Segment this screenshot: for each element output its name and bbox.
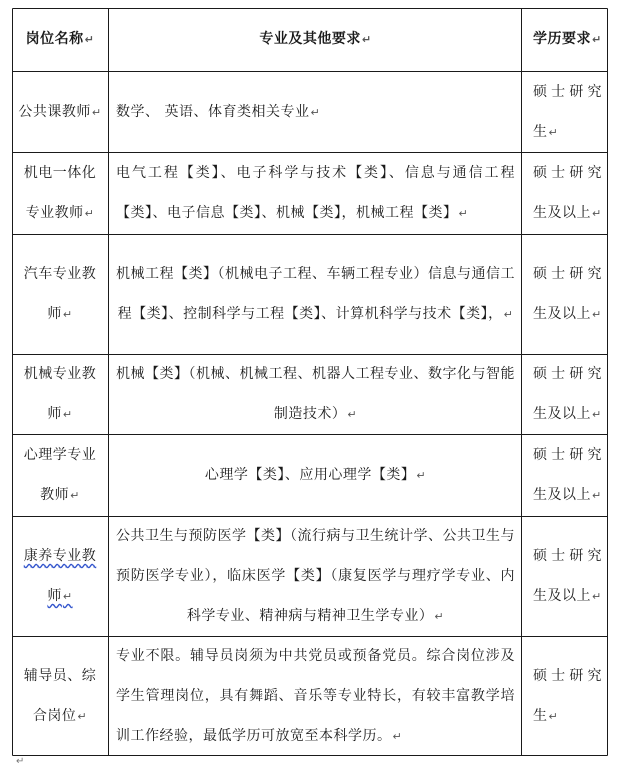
row-4-education: 硕士研究生及以上↵ [533,366,602,422]
row-4-requirements: 机械【类】（机械、机械工程、机器人工程专业、数字化与智能制造技术）↵ [116,366,515,422]
row-5-education: 硕士研究生及以上↵ [533,447,602,503]
row-3-education: 硕士研究生及以上↵ [533,266,602,322]
row-6-requirements: 公共卫生与预防医学【类】（流行病与卫生统计学、公共卫生与预防医学专业），临床医学【类】（康复医学与理疗学专业、内科学专业、精神病与精神卫生学专业）↵ [116,528,515,624]
row-1-position: 公共课教师↵ [18,103,102,120]
row-7-position: 辅导员、综合岗位↵ [23,667,97,724]
row-3-position: 汽车专业教师↵ [23,266,97,322]
row-3-requirements: 机械工程【类】（机械电子工程、车辆工程专业）信息与通信工程【类】、控制科学与工程【类】、计算机科学与技术【类】，↵ [116,266,515,322]
row-7-education: 硕士研究生↵ [533,667,602,724]
header-position: 岗位名称↵ [25,31,95,47]
requirements-table [12,8,608,756]
row-4-position: 机械专业教师↵ [23,366,97,422]
header-education: 学历要求↵ [533,31,602,47]
row-5-requirements: 心理学【类】、应用心理学【类】↵ [204,467,427,483]
header-requirements: 专业及其他要求↵ [259,31,372,47]
row-5-position: 心理学专业教师↵ [23,447,97,503]
row-2-requirements: 电气工程【类】、电子科学与技术【类】、信息与通信工程【类】、电子信息【类】、机械【类】，机械工程【类】↵ [116,165,515,221]
row-7-requirements: 专业不限。辅导员岗须为中共党员或预备党员。综合岗位涉及学生管理岗位，具有舞蹈、音乐等专业特长，有较丰富教学培训工作经验，最低学历可放宽至本科学历。↵ [116,647,515,744]
row-6-education: 硕士研究生及以上↵ [533,548,602,604]
row-2-education: 硕士研究生及以上↵ [533,165,602,221]
row-6-position: 康养专业教师↵ [23,548,97,604]
row-1-education: 硕士研究生↵ [533,83,602,140]
trailing-paragraph-mark: ↵ [16,756,25,767]
row-2-position: 机电一体化专业教师↵ [23,165,97,221]
row-1-requirements: 数学、 英语、体育类相关专业↵ [116,103,321,120]
